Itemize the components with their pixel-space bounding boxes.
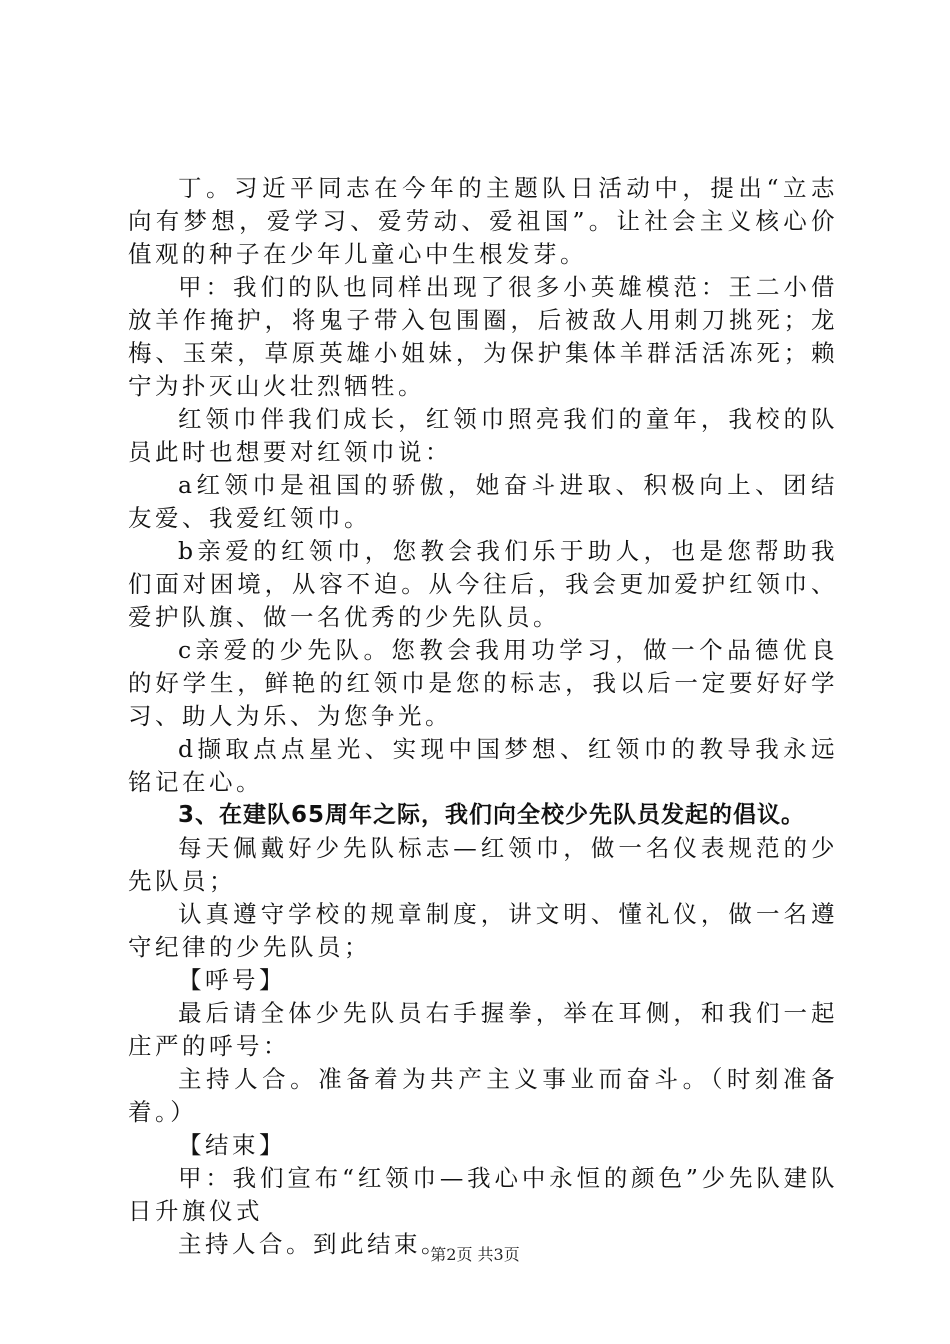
paragraph: a红领巾是祖国的骄傲，她奋斗进取、积极向上、团结友爱、我爱红领巾。 (128, 471, 838, 532)
paragraph: 主持人合。到此结束。 (178, 1230, 448, 1258)
paragraph: c亲爱的少先队。您教会我用功学习，做一个品德优良的好学生，鲜艳的红领巾是您的标志，我以后一定要好好学习、助人为乐、为您争光。 (128, 636, 838, 730)
section-heading: 3、在建队65周年之际，我们向全校少先队员发起的倡议。 (178, 802, 806, 828)
section-label-callout: 【呼号】 (178, 966, 286, 994)
paragraph: 主持人合。准备着为共产主义事业而奋斗。（时刻准备着。） (128, 1065, 838, 1126)
paragraph: 丁。习近平同志在今年的主题队日活动中，提出“立志向有梦想，爱学习、爱劳动、爱祖国”。让社会主义核心价值观的种子在少年儿童心中生根发芽。 (128, 174, 838, 268)
paragraph: 最后请全体少先队员右手握拳，举在耳侧，和我们一起庄严的呼号： (128, 999, 838, 1060)
paragraph: b亲爱的红领巾，您教会我们乐于助人，也是您帮助我们面对困境，从容不迫。从今往后，我会更加爱护红领巾、爱护队旗、做一名优秀的少先队员。 (128, 537, 838, 631)
paragraph: 每天佩戴好少先队标志—红领巾，做一名仪表规范的少先队员； (128, 834, 838, 895)
document-body (128, 172, 838, 1261)
section-label-end: 【结束】 (178, 1131, 286, 1159)
paragraph: 红领巾伴我们成长，红领巾照亮我们的童年，我校的队员此时也想要对红领巾说： (128, 405, 838, 466)
paragraph: 认真遵守学校的规章制度，讲文明、懂礼仪，做一名遵守纪律的少先队员； (128, 900, 838, 961)
paragraph: d撷取点点星光、实现中国梦想、红领巾的教导我永远铭记在心。 (128, 735, 838, 796)
page-number-footer: 第2页 共3页 (430, 1245, 520, 1264)
paragraph: 甲：我们宣布“红领巾—我心中永恒的颜色”少先队建队日升旗仪式 (128, 1164, 838, 1225)
paragraph: 甲：我们的队也同样出现了很多小英雄模范：王二小借放羊作掩护，将鬼子带入包围圈，后被敌人用刺刀挑死；龙梅、玉荣，草原英雄小姐妹，为保护集体羊群活活冻死；赖宁为扑灭山火壮烈牺牲。 (128, 273, 838, 400)
